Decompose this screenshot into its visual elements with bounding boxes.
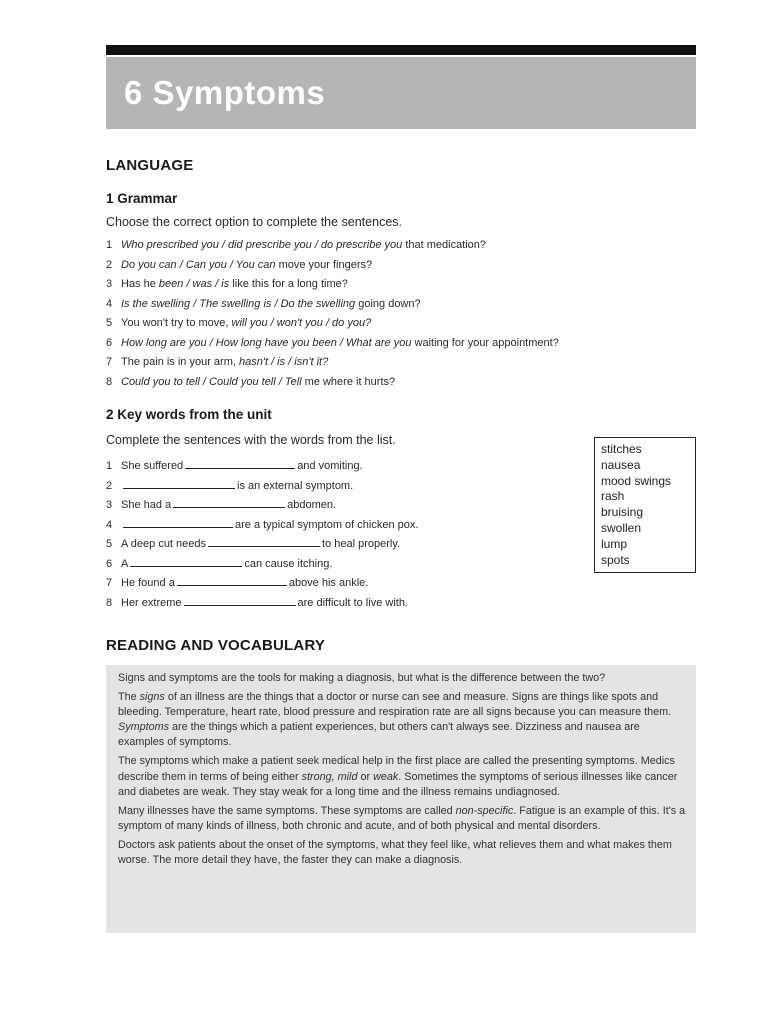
item-text: and vomiting. [297, 460, 363, 472]
item-options: Who prescribed you / did prescribe you / do prescribe you [121, 239, 403, 251]
answer-blank [185, 457, 295, 469]
item-number: 1 [106, 239, 113, 251]
title-band [106, 57, 696, 129]
paragraph-text: Doctors ask patients about the onset of the symptoms, what they feel like, what relieves them and what makes them worse. The more detail they have, the faster they can make a diagnosis. [118, 838, 672, 867]
item-text: above his ankle. [288, 577, 369, 589]
item-number: 2 [106, 258, 113, 271]
answer-blank [177, 574, 287, 586]
item-number: 1 [106, 460, 113, 472]
keyword-item [106, 594, 408, 609]
item-text: is an external symptom. [237, 479, 354, 492]
emphasized-term: weak [373, 770, 399, 783]
item-text: me where it hurts? [301, 375, 396, 388]
keyword-item [106, 496, 336, 511]
emphasized-term: non-specific [455, 804, 514, 817]
answer-blank [123, 477, 235, 489]
paragraph-text: . Sometimes the symptoms of serious illnesses like cancer and diabetes are weak. They stay weak for a long time and the illness remains undiagnosed. [118, 770, 678, 798]
item-number: 6 [106, 557, 113, 570]
item-number: 3 [106, 499, 113, 511]
keywords-heading: 2 Key words from the unit [106, 407, 272, 422]
item-text: are difficult to live with. [297, 596, 408, 609]
word-list-item: bruising [601, 505, 644, 520]
item-number: 8 [106, 375, 113, 388]
item-text: She had a [121, 499, 172, 511]
item-number: 5 [106, 538, 113, 550]
item-number: 4 [106, 297, 113, 310]
item-options: Is the swelling / The swelling is / Do the swelling [121, 297, 356, 310]
item-text: She suffered [121, 460, 184, 472]
word-list-box [594, 437, 696, 573]
item-options: Could you to tell / Could you tell / Tell [121, 375, 302, 388]
word-list-item: swollen [601, 520, 642, 535]
grammar-item [106, 239, 486, 251]
paragraph-text: or [357, 770, 374, 783]
grammar-instruction: Choose the correct option to complete the sentences. [106, 215, 403, 229]
reading-paragraph [118, 754, 686, 799]
item-text: abdomen. [287, 499, 337, 511]
paragraph-text: are the things which a patient experiences, but others can't always see. Dizziness and nausea are examples of symptoms. [118, 721, 640, 749]
grammar-item [106, 259, 372, 271]
item-number: 4 [106, 518, 113, 531]
answer-blank [173, 496, 285, 508]
item-options: How long are you / How long have you been / What are you [121, 336, 412, 349]
reading-paragraph [118, 671, 686, 686]
item-number: 7 [106, 356, 113, 368]
word-list-item: spots [601, 552, 630, 567]
reading-paragraph [118, 804, 686, 834]
grammar-item [106, 317, 371, 329]
paragraph-text: . Fatigue is an example of this. It's a symptom of many kinds of illness, both chronic and acute, and of both physical and mental disorders. [118, 804, 686, 832]
item-text: Has he [121, 278, 159, 290]
language-heading: LANGUAGE [106, 157, 194, 174]
item-text: He found a [121, 577, 175, 589]
worksheet-page [106, 45, 696, 867]
item-number: 3 [106, 278, 113, 290]
item-number: 2 [106, 479, 113, 492]
item-text: waiting for your appointment? [411, 336, 559, 349]
grammar-item [106, 278, 348, 290]
keyword-item [106, 555, 332, 570]
page-title: 6 Symptoms [124, 74, 326, 111]
keyword-item [106, 457, 363, 472]
grammar-item [106, 356, 328, 368]
answer-blank [208, 535, 320, 547]
emphasized-term: Symptoms [118, 721, 169, 734]
reading-paragraph [118, 690, 686, 750]
word-list-item: lump [601, 536, 628, 551]
paragraph-text: The symptoms which make a patient seek medical help in the first place are called the presenting symptoms. Medics describe them in terms of being either [118, 755, 675, 783]
item-number: 7 [106, 577, 113, 589]
item-text: A deep cut needs [121, 538, 207, 550]
item-options: hasn't / is / isn't it? [239, 356, 329, 368]
item-text: that medication? [402, 239, 487, 251]
answer-blank [123, 516, 233, 528]
item-text: A [121, 557, 129, 570]
keyword-item [106, 516, 418, 531]
paragraph-text: Signs and symptoms are the tools for making a diagnosis, but what is the difference between the two? [118, 672, 606, 684]
item-text: can cause itching. [244, 557, 333, 570]
item-text: are a typical symptom of chicken pox. [235, 518, 419, 531]
emphasized-term: signs [139, 691, 165, 704]
grammar-item [106, 298, 421, 310]
keywords-instruction: Complete the sentences with the words from the list. [106, 433, 396, 447]
item-number: 5 [106, 317, 113, 329]
paragraph-text: of an illness are the things that a doctor or nurse can see and measure. Signs are things like spots and bleeding. Temperature, heart rate, blood pressure and respiration rate are all signs because you can measure them. [118, 691, 672, 719]
answer-blank [184, 594, 296, 606]
item-text: going down? [355, 297, 421, 310]
reading-passage [106, 665, 696, 933]
item-text: You won't try to move, [121, 317, 232, 329]
item-options: will you / won't you / do you? [231, 317, 372, 329]
keyword-item [106, 574, 368, 589]
paragraph-text: The [118, 691, 140, 704]
reading-heading: READING AND VOCABULARY [106, 637, 326, 654]
keyword-item [106, 535, 400, 550]
item-text: move your fingers? [275, 258, 373, 271]
grammar-item [106, 376, 395, 388]
item-number: 6 [106, 336, 113, 349]
item-text: Her extreme [121, 596, 182, 609]
keyword-item [106, 477, 353, 492]
word-list-item: mood swings [601, 473, 672, 488]
item-options: Do you can / Can you / You can [121, 258, 276, 271]
top-rule [106, 45, 696, 55]
item-text: The pain is in your arm, [121, 356, 239, 368]
reading-paragraph [118, 838, 686, 868]
paragraph-text: Many illnesses have the same symptoms. These symptoms are called [118, 804, 456, 817]
emphasized-term: strong, mild [301, 770, 358, 783]
word-list-item: stitches [601, 442, 642, 456]
grammar-heading: 1 Grammar [106, 191, 178, 206]
grammar-item [106, 337, 559, 349]
item-text: to heal properly. [322, 538, 401, 550]
item-options: been / was / is [158, 278, 230, 290]
word-list-item: nausea [601, 457, 641, 472]
word-list-item: rash [601, 489, 625, 504]
item-text: like this for a long time? [229, 278, 348, 290]
item-number: 8 [106, 596, 113, 609]
answer-blank [130, 555, 242, 567]
